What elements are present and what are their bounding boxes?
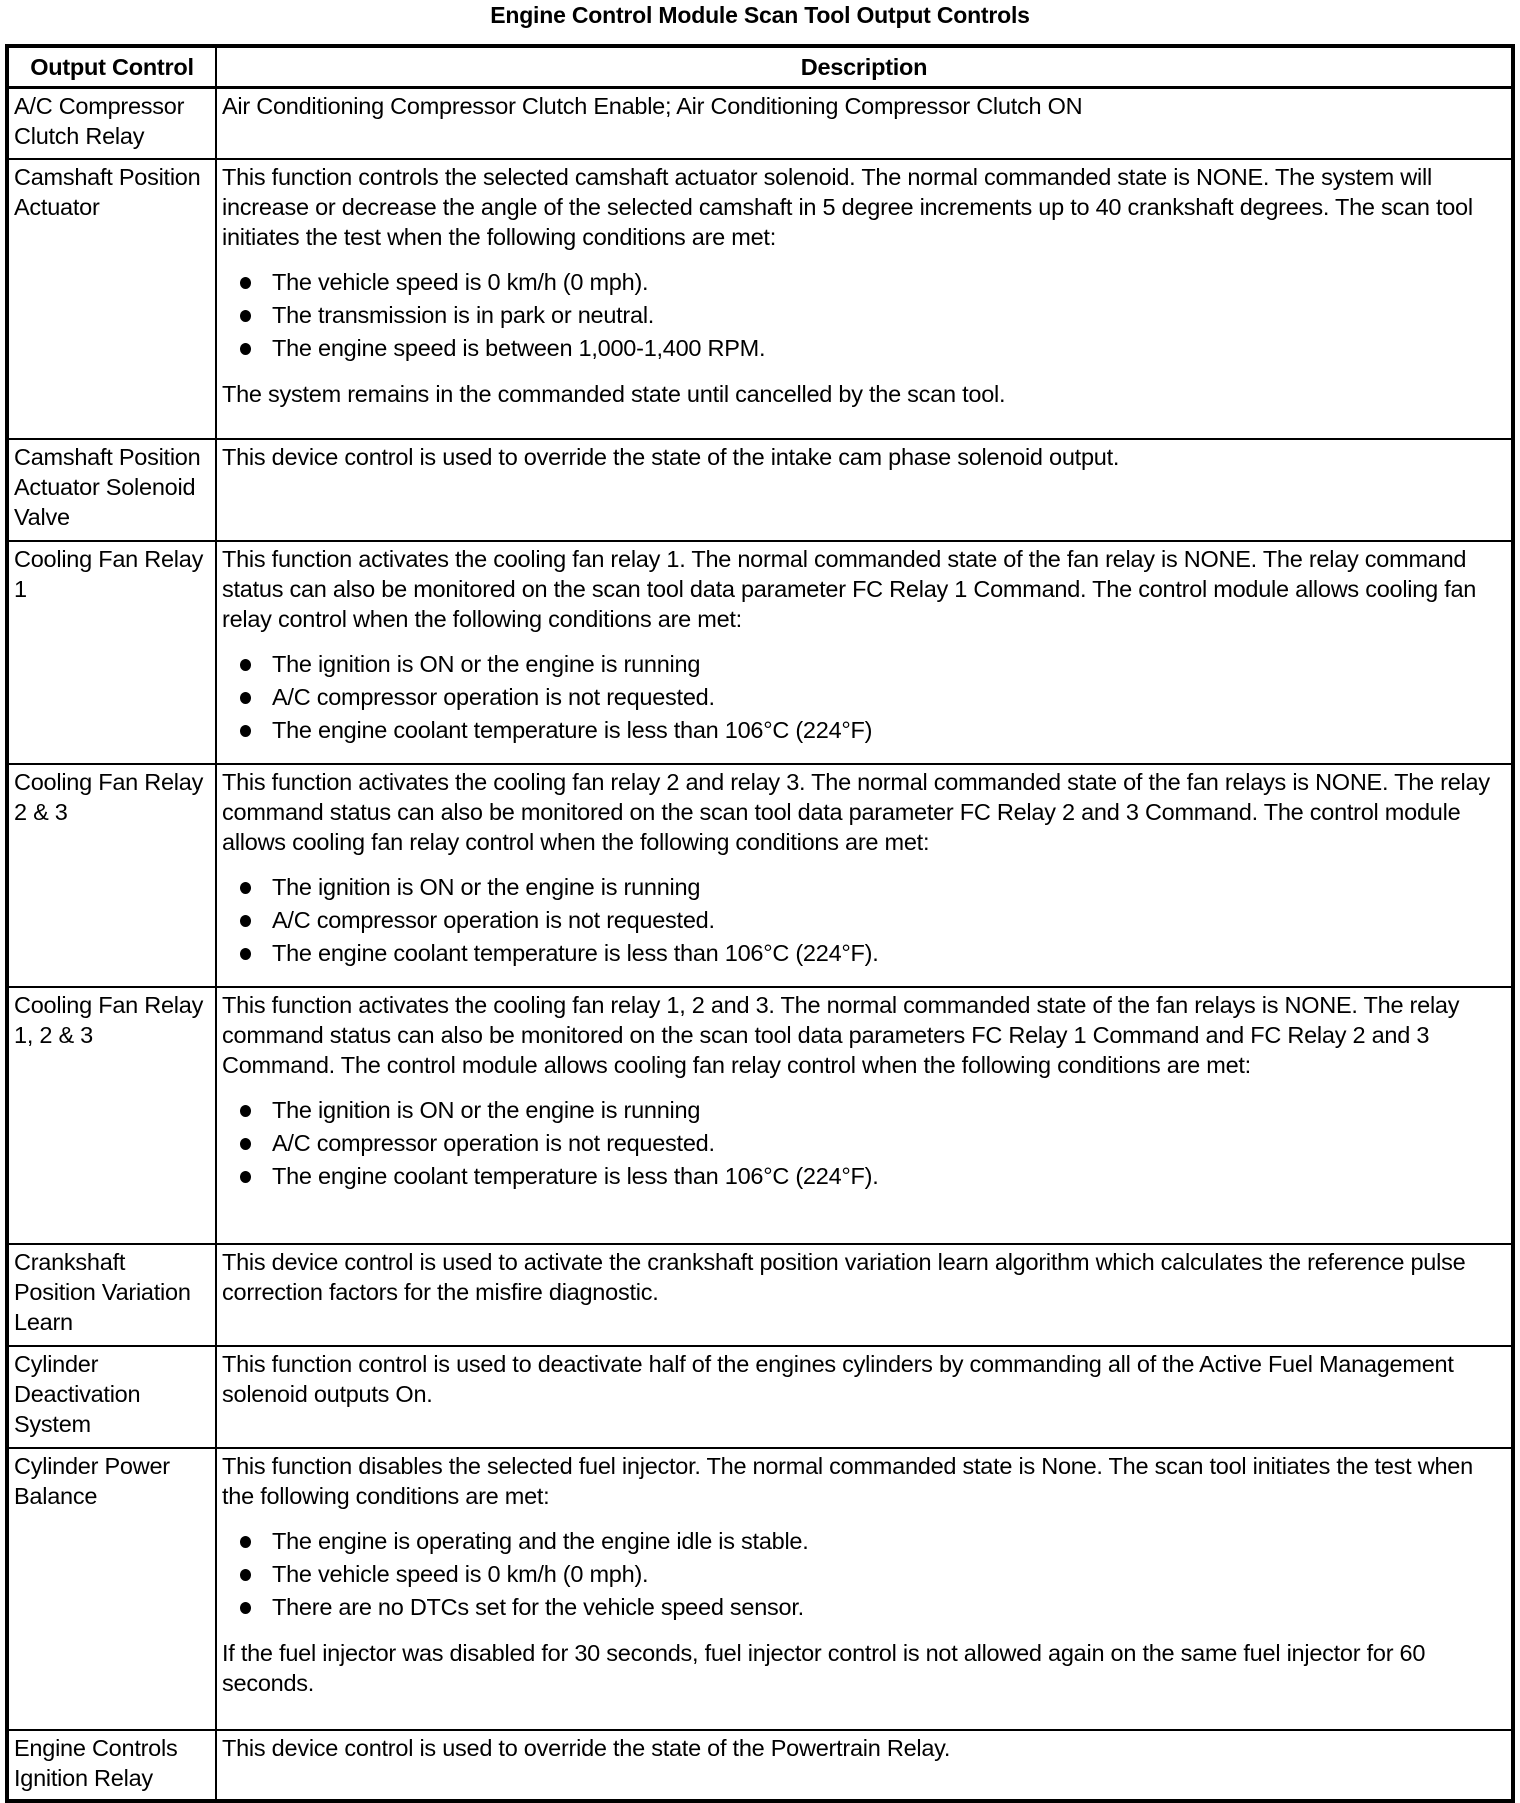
condition-text: The engine coolant temperature is less than 106°C (224°F). [272, 939, 879, 966]
condition-list-item [240, 1160, 1506, 1193]
table-row [7, 1244, 1513, 1346]
description-cell [216, 159, 1513, 439]
condition-list [222, 1525, 1506, 1624]
condition-list-item [240, 1591, 1506, 1624]
condition-list-item [240, 937, 1506, 970]
description-note: The system remains in the commanded state until cancelled by the scan tool. [222, 380, 1006, 407]
condition-text: The engine coolant temperature is less than 106°C (224°F) [272, 716, 873, 743]
bullet-icon [240, 915, 251, 927]
description-cell [216, 1346, 1513, 1448]
condition-text: A/C compressor operation is not requested. [272, 1129, 715, 1156]
condition-text: The ignition is ON or the engine is running [272, 650, 701, 677]
output-control-cell: Cooling Fan Relay 1 [7, 541, 216, 764]
bullet-icon [240, 692, 251, 704]
condition-list-item [240, 904, 1506, 937]
column-header-description: Description [216, 46, 1513, 88]
condition-text: The transmission is in park or neutral. [272, 301, 655, 328]
output-control-cell: Camshaft Position Actuator Solenoid Valve [7, 439, 216, 541]
condition-text: The vehicle speed is 0 km/h (0 mph). [272, 268, 649, 295]
output-control-cell: Cylinder Deactivation System [7, 1346, 216, 1448]
bullet-icon [240, 310, 251, 322]
condition-list [222, 648, 1506, 747]
bullet-icon [240, 343, 251, 355]
condition-list-item [240, 1558, 1506, 1591]
output-control-cell: Engine Controls Ignition Relay [7, 1730, 216, 1801]
condition-text: The ignition is ON or the engine is running [272, 1096, 701, 1123]
description-cell [216, 1244, 1513, 1346]
description-text: This function activates the cooling fan relay 1, 2 and 3. The normal commanded state of the fan relays is NONE. The relay command status can also be monitored on the scan tool data parameters FC Relay 1 Command and FC Relay 2 and 3 Command. The control module allows cooling fan relay control when the following conditions are met: [222, 991, 1460, 1078]
condition-text: The engine coolant temperature is less than 106°C (224°F). [272, 1162, 879, 1189]
condition-list-item [240, 648, 1506, 681]
condition-text: The vehicle speed is 0 km/h (0 mph). [272, 1560, 649, 1587]
output-control-cell: Cylinder Power Balance [7, 1448, 216, 1730]
condition-text: The engine speed is between 1,000-1,400 RPM. [272, 334, 766, 361]
output-control-cell: Camshaft Position Actuator [7, 159, 216, 439]
output-control-cell: A/C Compressor Clutch Relay [7, 88, 216, 159]
condition-list-item [240, 332, 1506, 365]
table-row [7, 541, 1513, 764]
table-row [7, 1730, 1513, 1801]
condition-list-item [240, 1127, 1506, 1160]
bullet-icon [240, 1536, 251, 1548]
bullet-icon [240, 882, 251, 894]
table-row [7, 1448, 1513, 1730]
bullet-icon [240, 1569, 251, 1581]
condition-list-item [240, 681, 1506, 714]
condition-list-item [240, 871, 1506, 904]
condition-text: There are no DTCs set for the vehicle speed sensor. [272, 1593, 804, 1620]
condition-list-item [240, 266, 1506, 299]
description-text: This function activates the cooling fan relay 2 and relay 3. The normal commanded state of the fan relays is NONE. The relay command status can also be monitored on the scan tool data parameter FC Relay 2 and 3 Command. The control module allows cooling fan relay control when the following conditions are met: [222, 768, 1490, 855]
bullet-icon [240, 659, 251, 671]
description-cell [216, 439, 1513, 541]
table-row [7, 1346, 1513, 1448]
description-cell [216, 987, 1513, 1244]
description-cell [216, 764, 1513, 987]
table-row [7, 88, 1513, 159]
condition-text: A/C compressor operation is not requested. [272, 906, 715, 933]
description-cell [216, 1730, 1513, 1801]
bullet-icon [240, 1171, 251, 1183]
condition-list-item [240, 714, 1506, 747]
description-text: Air Conditioning Compressor Clutch Enable; Air Conditioning Compressor Clutch ON [222, 93, 1083, 119]
table-body [7, 88, 1513, 1801]
condition-text: The engine is operating and the engine idle is stable. [272, 1527, 809, 1554]
condition-text: A/C compressor operation is not requested. [272, 683, 715, 710]
column-header-output-control: Output Control [7, 46, 216, 88]
table-row [7, 764, 1513, 987]
description-text: This function control is used to deactivate half of the engines cylinders by commanding all of the Active Fuel Management solenoid outputs On. [222, 1350, 1454, 1407]
table-row [7, 159, 1513, 439]
output-controls-table [5, 44, 1515, 1803]
table-header-row [7, 46, 1513, 88]
description-cell [216, 541, 1513, 764]
output-control-cell: Crankshaft Position Variation Learn [7, 1244, 216, 1346]
bullet-icon [240, 1602, 251, 1614]
description-text: This function controls the selected camshaft actuator solenoid. The normal commanded state is NONE. The system will increase or decrease the angle of the selected camshaft in 5 degree increments up to 40 crankshaft degrees. The scan tool initiates the test when the following conditions are met: [222, 163, 1473, 250]
condition-text: The ignition is ON or the engine is running [272, 873, 701, 900]
description-note: If the fuel injector was disabled for 30 seconds, fuel injector control is not allowed again on the same fuel injector for 60 seconds. [222, 1639, 1426, 1696]
condition-list [222, 266, 1506, 365]
bullet-icon [240, 725, 251, 737]
table-row [7, 439, 1513, 541]
description-text: This function activates the cooling fan relay 1. The normal commanded state of the fan relay is NONE. The relay command status can also be monitored on the scan tool data parameter FC Relay 1 Command. The control module allows cooling fan relay control when the following conditions are met: [222, 545, 1477, 632]
output-control-cell: Cooling Fan Relay 1, 2 & 3 [7, 987, 216, 1244]
output-control-cell: Cooling Fan Relay 2 & 3 [7, 764, 216, 987]
bullet-icon [240, 1138, 251, 1150]
description-cell [216, 1448, 1513, 1730]
condition-list-item [240, 299, 1506, 332]
description-text: This function disables the selected fuel injector. The normal commanded state is None. The scan tool initiates the test when the following conditions are met: [222, 1452, 1473, 1509]
bullet-icon [240, 948, 251, 960]
condition-list-item [240, 1094, 1506, 1127]
description-text: This device control is used to override the state of the Powertrain Relay. [222, 1734, 951, 1761]
bullet-icon [240, 277, 251, 289]
document-title: Engine Control Module Scan Tool Output Controls [490, 2, 1030, 28]
table-row [7, 987, 1513, 1244]
description-text: This device control is used to activate the crankshaft position variation learn algorithm which calculates the reference pulse correction factors for the misfire diagnostic. [222, 1248, 1466, 1305]
description-cell [216, 88, 1513, 159]
condition-list [222, 1094, 1506, 1193]
condition-list-item [240, 1525, 1506, 1558]
bullet-icon [240, 1105, 251, 1117]
description-text: This device control is used to override the state of the intake cam phase solenoid output. [222, 443, 1120, 470]
condition-list [222, 871, 1506, 970]
